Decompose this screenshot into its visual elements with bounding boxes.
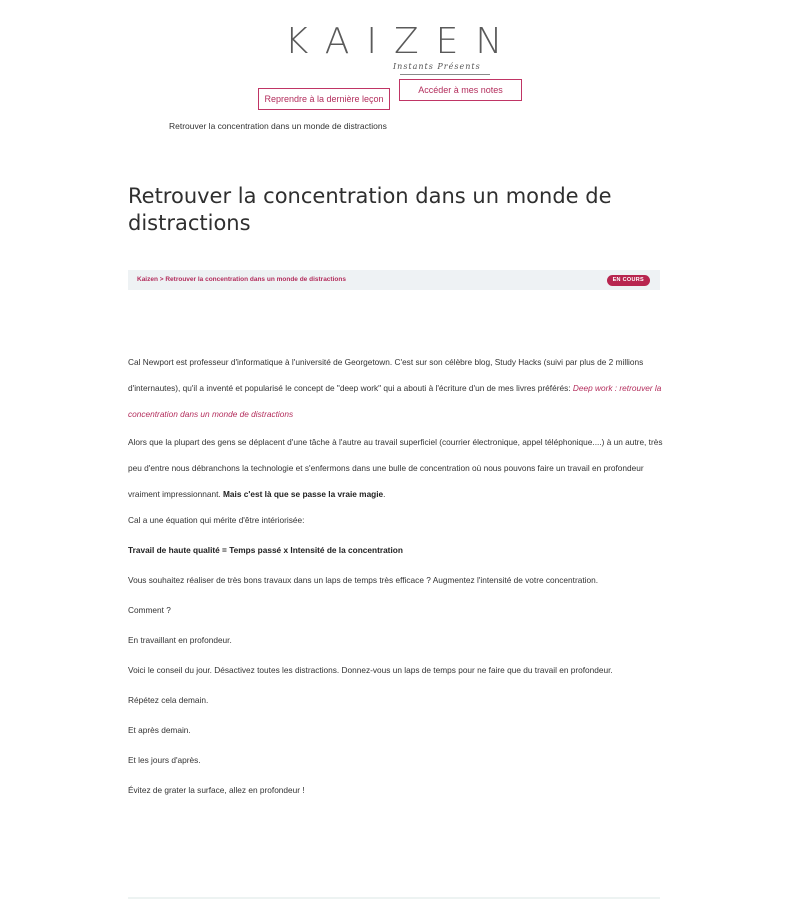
paragraph: Et les jours d'après. <box>128 755 201 765</box>
breadcrumb[interactable]: Kaizen > Retrouver la concentration dans un monde de distractions <box>137 276 346 283</box>
paragraph: En travaillant en profondeur. <box>128 635 232 645</box>
status-badge: EN COURS <box>607 275 650 286</box>
logo-wordmark: KAIZEN <box>284 21 520 62</box>
paragraph: Et après demain. <box>128 725 191 735</box>
lesson-content <box>128 349 668 814</box>
paragraph: Voici le conseil du jour. Désactivez toutes les distractions. Donnez-vous un laps de temps pour ne faire que du travail en profondeur. <box>128 665 613 675</box>
logo-underline <box>400 74 490 75</box>
bold-text: Mais c'est là que se passe la vraie magie <box>223 489 384 499</box>
book-link[interactable]: Deep work : retrouver la concentration dans un monde de distractions <box>128 383 662 419</box>
site-logo[interactable] <box>0 21 787 71</box>
paragraph-equation <box>128 544 668 556</box>
breadcrumb-bar <box>128 270 660 290</box>
equation-text: Travail de haute qualité = Temps passé x Intensité de la concentration <box>128 545 403 555</box>
paragraph: Évitez de grater la surface, allez en profondeur ! <box>128 785 305 795</box>
my-notes-button[interactable]: Accéder à mes notes <box>399 79 522 101</box>
logo-tagline: Instants Présents <box>393 62 481 71</box>
paragraph-equation-intro: Cal a une équation qui mérite d'être intériorisée: <box>128 515 305 525</box>
paragraph-text: . <box>383 489 386 499</box>
paragraph: Répétez cela demain. <box>128 695 209 705</box>
paragraph: Vous souhaitez réaliser de très bons travaux dans un laps de temps très efficace ? Augmentez l'intensité de votre concentration. <box>128 575 599 585</box>
section-divider <box>128 897 660 899</box>
resume-last-lesson-button[interactable]: Reprendre à la dernière leçon <box>258 88 390 110</box>
paragraph-intro <box>128 349 668 427</box>
page-title: Retrouver la concentration dans un monde de distractions <box>128 184 612 235</box>
paragraph-text: Alors que la plupart des gens se déplacent d'une tâche à l'autre au travail superficiel (courrier électronique, appel téléphonique....) à un autre, très peu d'entre nous débranchons la technologie et s'enfermons dans une bulle de concentration où nous pouvons faire un travail en profondeur vraiment impressionnant. <box>128 437 663 499</box>
paragraph-text: Cal Newport est professeur d'informatique à l'université de Georgetown. C'est sur son célèbre blog, Study Hacks (suivi par plus de 2 millions d'internautes), qu'il a inventé et popularisé le concept de "deep work" qui a abouti à l'écriture d'un de mes livres préférés: <box>128 357 644 393</box>
paragraph-context <box>128 429 668 507</box>
paragraph: Comment ? <box>128 605 171 615</box>
current-lesson-link[interactable]: Retrouver la concentration dans un monde de distractions <box>169 121 387 131</box>
